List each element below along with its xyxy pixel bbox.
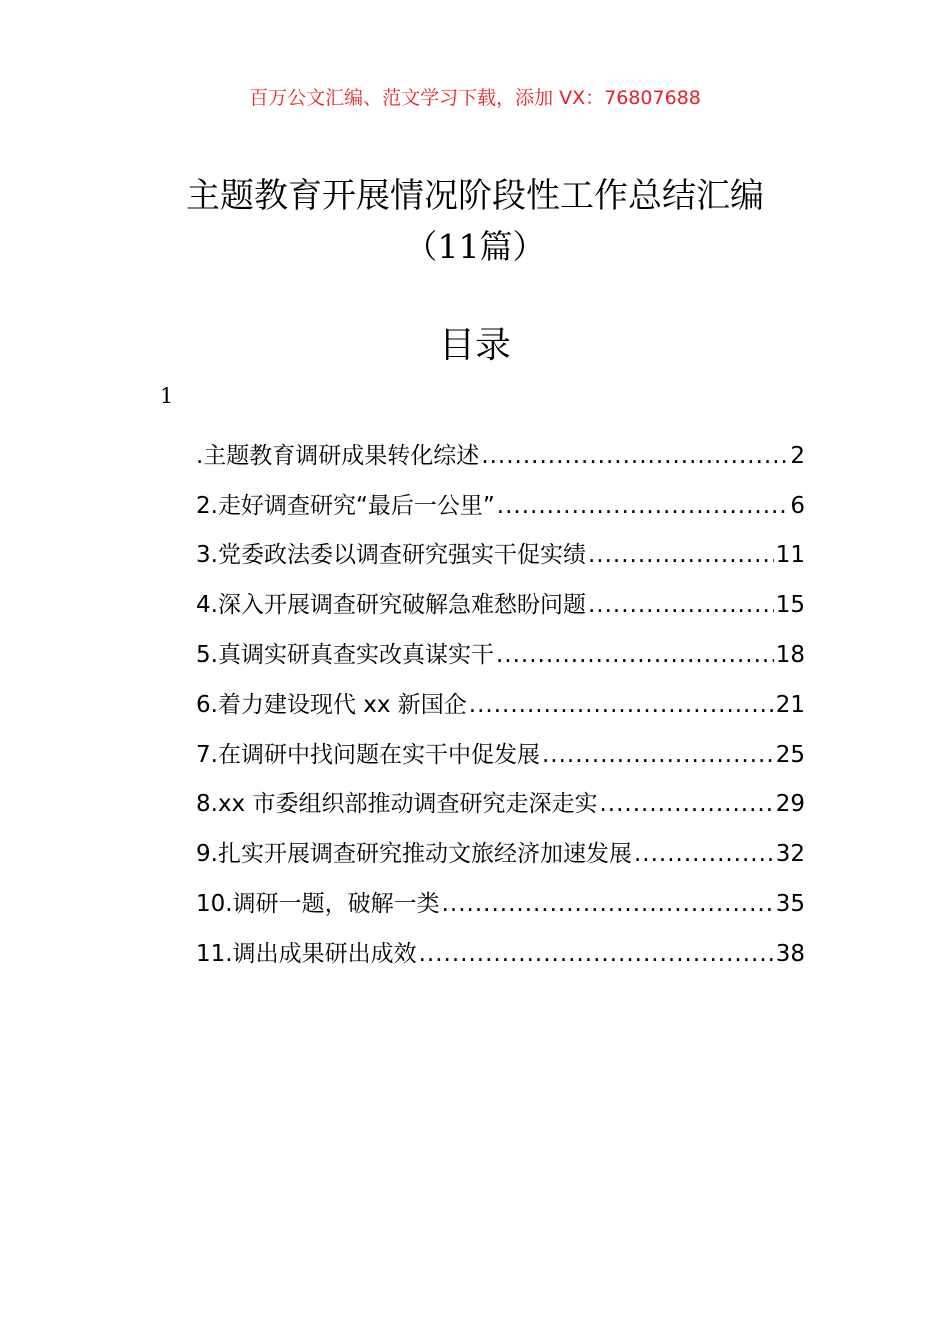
- toc-entry-page: 2: [790, 442, 805, 469]
- toc-entry-page: 38: [775, 940, 805, 967]
- subtitle-count: 11: [437, 227, 480, 266]
- toc-entry-label: 7.在调研中找问题在实干中促发展: [196, 741, 540, 768]
- subtitle-open-paren: （: [404, 227, 438, 266]
- toc-entry-page: 18: [775, 641, 805, 668]
- toc-entry[interactable]: [196, 475, 805, 525]
- toc-entry-page: 32: [775, 841, 805, 868]
- watermark-banner: 百万公文汇编、范文学习下载，添加 VX：76807688: [249, 87, 701, 109]
- toc-leader-dots: [634, 835, 774, 873]
- toc-entry-label: 8.xx 市委组织部推动调查研究走深走实: [196, 791, 598, 818]
- toc-entry[interactable]: [196, 624, 805, 674]
- toc-entry[interactable]: [196, 574, 805, 624]
- toc-entry-label: 2.走好调查研究“最后一公里”: [196, 492, 495, 519]
- toc-leader-dots: [497, 487, 789, 525]
- subtitle-unit: 篇: [479, 227, 513, 266]
- table-of-contents: [196, 425, 805, 973]
- toc-entry-page: 11: [775, 542, 805, 569]
- toc-entry-label: .主题教育调研成果转化综述: [196, 442, 480, 469]
- stray-number: 1: [160, 384, 174, 408]
- toc-entry-label: 5.真调实研真查实改真谋实干: [196, 641, 494, 668]
- toc-entry-label: 6.着力建设现代 xx 新国企: [196, 691, 467, 718]
- toc-entry[interactable]: [196, 873, 805, 923]
- toc-entry-label: 10.调研一题，破解一类: [196, 890, 440, 917]
- toc-entry-label: 11.调出成果研出成效: [196, 940, 417, 967]
- toc-entry-page: 35: [775, 890, 805, 917]
- subtitle-close-paren: ）: [512, 227, 546, 266]
- toc-entry-page: 21: [775, 691, 805, 718]
- toc-leader-dots: [496, 636, 774, 674]
- toc-leader-dots: [442, 885, 774, 923]
- toc-entry-page: 29: [775, 791, 805, 818]
- toc-leader-dots: [481, 437, 788, 475]
- toc-entry[interactable]: [196, 774, 805, 824]
- toc-leader-dots: [588, 536, 774, 574]
- toc-entry[interactable]: [196, 425, 805, 475]
- toc-entry-page: 25: [775, 741, 805, 768]
- toc-heading: 目录: [438, 325, 511, 366]
- toc-entry[interactable]: [196, 674, 805, 724]
- document-title: 主题教育开展情况阶段性工作总结汇编: [186, 176, 764, 216]
- toc-entry[interactable]: [196, 724, 805, 774]
- toc-entry-label: 4.深入开展调查研究破解急难愁盼问题: [196, 592, 586, 619]
- toc-entry-label: 9.扎实开展调查研究推动文旅经济加速发展: [196, 841, 632, 868]
- toc-entry-page: 15: [775, 592, 805, 619]
- toc-entry[interactable]: [196, 525, 805, 575]
- toc-leader-dots: [469, 686, 774, 724]
- toc-entry[interactable]: [196, 823, 805, 873]
- toc-entry[interactable]: [196, 923, 805, 973]
- document-subtitle: [0, 224, 950, 270]
- toc-entry-label: 3.党委政法委以调查研究强实干促实绩: [196, 542, 586, 569]
- toc-leader-dots: [419, 935, 774, 973]
- toc-leader-dots: [599, 785, 773, 823]
- toc-leader-dots: [588, 586, 774, 624]
- toc-entry-page: 6: [790, 492, 805, 519]
- toc-leader-dots: [542, 736, 774, 774]
